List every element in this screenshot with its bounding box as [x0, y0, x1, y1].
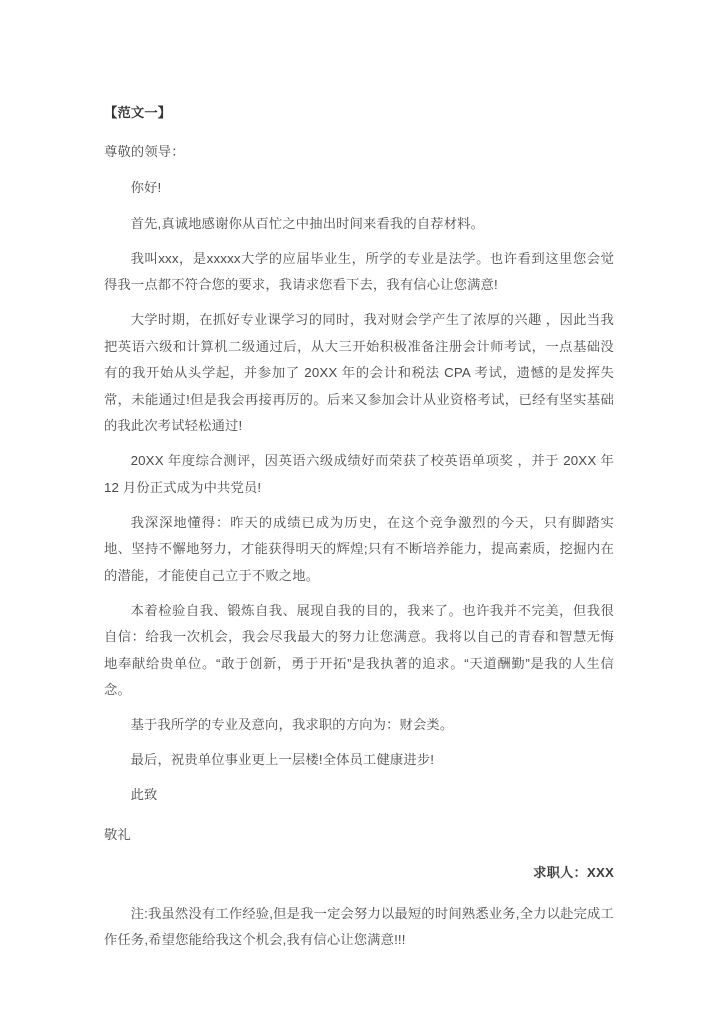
document-heading: 【范文一】: [104, 105, 172, 120]
salutation: 尊敬的领导：: [104, 143, 185, 159]
body-paragraph-2: 我叫xxx，是xxxxx大学的应届毕业生，所学的专业是法学。也许看到这里您会觉得我一点都不符合您的要求，我请求您看下去，我有信心让您满意!: [104, 250, 614, 292]
document-body: [104, 100, 614, 962]
body-paragraph-1: 首先,真诚地感谢你从百忙之中抽出时间来看我的自荐材料。: [130, 215, 485, 231]
footnote: 注:我虽然没有工作经验,但是我一定会努力以最短的时间熟悉业务,全力以赴完成工作任务,希望您能给我这个机会,我有信心让您满意!!!: [104, 905, 614, 947]
closing-jing-li: 敬礼: [104, 826, 131, 842]
body-paragraph-6: 本着检验自我、锻炼自我、展现自我的目的，我来了。也许我并不完美，但我很自信：给我一次机会，我会尽我最大的努力让您满意。我将以自己的青春和智慧无悔地奉献给贵单位。“敢于创新，勇于开拓”是我执著的追求。“天道酬勤”是我的人生信念。: [104, 602, 614, 697]
body-paragraph-5: 我深深地懂得：昨天的成绩已成为历史，在这个竞争激烈的今天，只有脚踏实地、坚持不懈地努力，才能获得明天的辉煌;只有不断培养能力，提高素质，挖掘内在的潜能，才能使自己立于不败之地。: [104, 514, 614, 583]
body-paragraph-7: 基于我所学的专业及意向，我求职的方向为：财会类。: [130, 717, 454, 732]
body-paragraph-8: 最后，祝贵单位事业更上一层楼!全体员工健康进步!: [130, 752, 435, 767]
signature-line: 求职人：XXX: [533, 865, 614, 880]
body-paragraph-4: 20XX 年度综合测评，因英语六级成绩好而荣获了校英语单项奖 ，并于 20XX 年 12 月份正式成为中共党员!: [104, 453, 614, 495]
body-paragraph-3: 大学时期，在抓好专业课学习的同时，我对财会学产生了浓厚的兴趣 ，因此当我把英语六级和计算机二级通过后，从大三开始积极准备注册会计师考试，一点基础没有的我开始从头学起，并参加了 20XX 年的会计和税法 CPA 考试，遗憾的是发挥失常，未能通过!但是我会再接再厉的。后来又参加会计从业资格考试，已经有坚实基础的我此次考试轻松通过!: [104, 312, 614, 433]
greeting: 你好!: [130, 180, 162, 195]
closing-ci-zhi: 此致: [130, 787, 158, 802]
